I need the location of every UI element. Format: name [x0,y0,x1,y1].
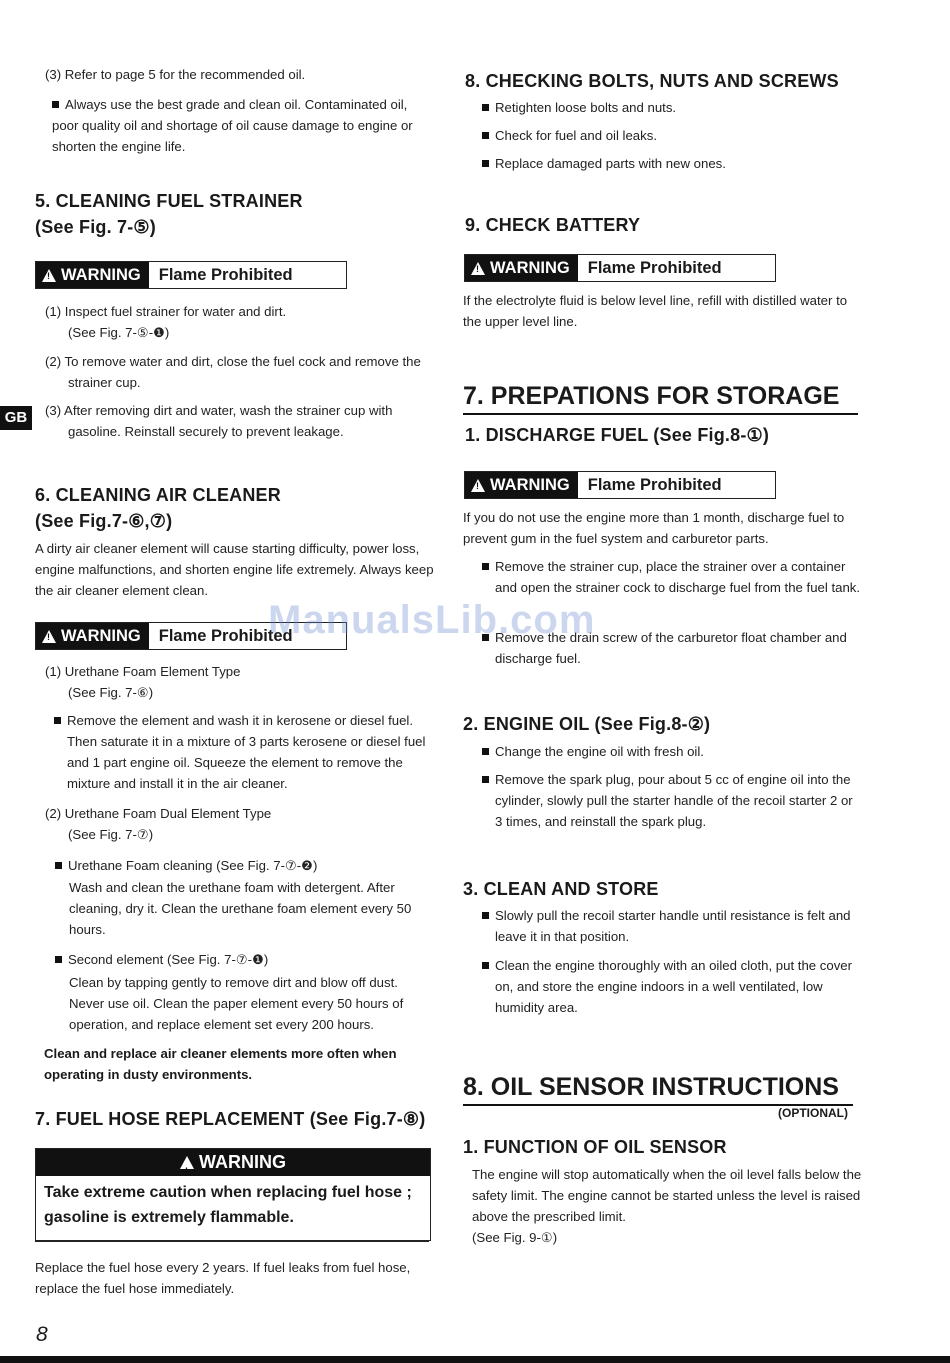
section-8-title: 8. CHECKING BOLTS, NUTS AND SCREWS [465,71,839,91]
fuel-hose-warning-box [35,1148,431,1241]
oil-reference: (3) Refer to page 5 for the recommended oil. [45,67,306,82]
section-5-title: 5. CLEANING FUEL STRAINER [35,191,303,211]
warning-flame-prohibited-3: ! WARNING Flame Prohibited [464,254,776,282]
section-9-text: If the electrolyte fluid is below level line, refill with distilled water to the upper level line. [463,293,848,329]
chapter-7-3-bullet-1: Slowly pull the recoil starter handle until resistance is felt and leave it in that position. [482,905,862,947]
optional-label: (OPTIONAL) [778,1106,848,1120]
bullet-icon [55,956,62,963]
side-tab-gb: GB [0,406,32,430]
step-6-1-ref: (See Fig. 7-⑥) [68,685,154,700]
bullet-icon [482,776,489,783]
bullet-icon [54,717,61,724]
chapter-7-3-title: 3. CLEAN AND STORE [463,879,659,899]
section-8-bullet-1: Retighten loose bolts and nuts. [482,97,676,118]
chapter-7-2-title: 2. ENGINE OIL (See Fig.8-②) [463,714,711,734]
bullet-icon [52,101,59,108]
page-number: 8 [36,1323,48,1346]
section-6-title: 6. CLEANING AIR CLEANER [35,485,281,505]
bullet-icon [482,912,489,919]
oil-bullet: Always use the best grade and clean oil. Contaminated oil, poor quality oil and shortage of oil cause damage to engine or shorten the engine life. [52,97,413,154]
chapter-7-1-bullet-2: Remove the drain screw of the carburetor float chamber and discharge fuel. [482,627,862,669]
step-6-1: (1) Urethane Foam Element Type [45,664,241,679]
chapter-8-title: 8. OIL SENSOR INSTRUCTIONS [463,1072,853,1106]
section-5-subtitle: (See Fig. 7-⑤) [35,217,156,237]
section-8-bullet-2: Check for fuel and oil leaks. [482,125,657,146]
chapter-8-1-text: The engine will stop automatically when the oil level falls below the safety limit. The engine cannot be started unless the level is raised above the prescribed limit. [472,1167,862,1224]
step-6-2: (2) Urethane Foam Dual Element Type [45,806,272,821]
bullet-icon [482,748,489,755]
warning-triangle-icon [471,479,485,492]
bullet-icon [482,563,489,570]
bullet-icon [482,104,489,111]
chapter-7-1-text: If you do not use the engine more than 1 month, discharge fuel to prevent gum in the fuel system and carburetor parts. [463,510,845,546]
step-6-2-bullet-2-head: Second element (See Fig. 7-⑦-❶) [55,949,268,970]
warning-flame-prohibited-1: ! WARNING Flame Prohibited [35,261,347,289]
chapter-8-1-ref: (See Fig. 9-①) [472,1230,558,1245]
bottom-rule [0,1356,950,1363]
chapter-7-1-title: 1. DISCHARGE FUEL (See Fig.8-①) [465,425,770,445]
step-5-3: (3) After removing dirt and water, wash the strainer cup with gasoline. Reinstall securely to prevent leakage. [45,403,393,439]
step-5-1-ref: (See Fig. 7-⑤-❶) [68,325,170,340]
warning-body: Take extreme caution when replacing fuel hose ; gasoline is extremely flammable. [44,1184,412,1226]
warning-triangle-icon [471,262,485,275]
step-6-2-bullet-2: Clean by tapping gently to remove dirt and blow off dust. Never use oil. Clean the paper element every 50 hours of operation, and replace element set every 200 hours. [69,975,404,1032]
section-6-note: Clean and replace air cleaner elements more often when operating in dusty environments. [44,1046,397,1082]
warning-triangle-icon [42,269,56,282]
bullet-icon [55,862,62,869]
chapter-7-1-bullet-1: Remove the strainer cup, place the strainer over a container and open the strainer cock to discharge fuel from the fuel tank. [482,556,862,598]
chapter-7-title: 7. PREPATIONS FOR STORAGE [463,381,858,415]
warning-flame-prohibited-4: ! WARNING Flame Prohibited [464,471,776,499]
step-6-1-bullet: Remove the element and wash it in kerosene or diesel fuel. Then saturate it in a mixture of 3 parts kerosene or diesel fuel and 1 part engine oil. Squeeze the element to remove the mixture and install it in the air cleaner. [54,710,435,794]
step-6-2-bullet-1: Wash and clean the urethane foam with detergent. After cleaning, dry it. Clean the urethane foam element every 50 hours. [69,880,412,937]
bullet-icon [482,160,489,167]
chapter-7-2-bullet-2: Remove the spark plug, pour about 5 cc of engine oil into the cylinder, slowly pull the starter handle of the recoil starter 2 or 3 times, and reinstall the spark plug. [482,769,862,832]
bullet-icon [482,962,489,969]
bullet-icon [482,132,489,139]
chapter-8-1-title: 1. FUNCTION OF OIL SENSOR [463,1137,727,1157]
step-5-2: (2) To remove water and dirt, close the fuel cock and remove the strainer cup. [45,354,421,390]
section-8-bullet-3: Replace damaged parts with new ones. [482,153,726,174]
step-6-2-bullet-1-head: Urethane Foam cleaning (See Fig. 7-⑦-❷) [55,855,317,876]
section-7-title: 7. FUEL HOSE REPLACEMENT (See Fig.7-⑧) [35,1109,426,1129]
chapter-7-2-bullet-1: Change the engine oil with fresh oil. [482,741,704,762]
warning-header: ! WARNING [36,1149,430,1176]
step-6-2-ref: (See Fig. 7-⑦) [68,827,154,842]
watermark: ManualsLib.com [268,598,596,642]
section-6-intro: A dirty air cleaner element will cause starting difficulty, power loss, engine malfunctions, and shorten engine life extremely. Always keep the air cleaner element clean. [35,541,434,598]
section-7-text: Replace the fuel hose every 2 years. If fuel leaks from fuel hose, replace the fuel hose immediately. [35,1260,411,1296]
chapter-7-3-bullet-2: Clean the engine thoroughly with an oiled cloth, put the cover on, and store the engine indoors in a well ventilated, low humidity area. [482,955,862,1018]
section-6-subtitle: (See Fig.7-⑥,⑦) [35,511,173,531]
warning-flame-prohibited-2: ! WARNING Flame Prohibited [35,622,347,650]
section-9-title: 9. CHECK BATTERY [465,215,641,235]
warning-triangle-icon [42,630,56,643]
warning-triangle-icon [180,1156,194,1169]
step-5-1: (1) Inspect fuel strainer for water and dirt. [45,304,287,319]
divider [35,1241,429,1242]
